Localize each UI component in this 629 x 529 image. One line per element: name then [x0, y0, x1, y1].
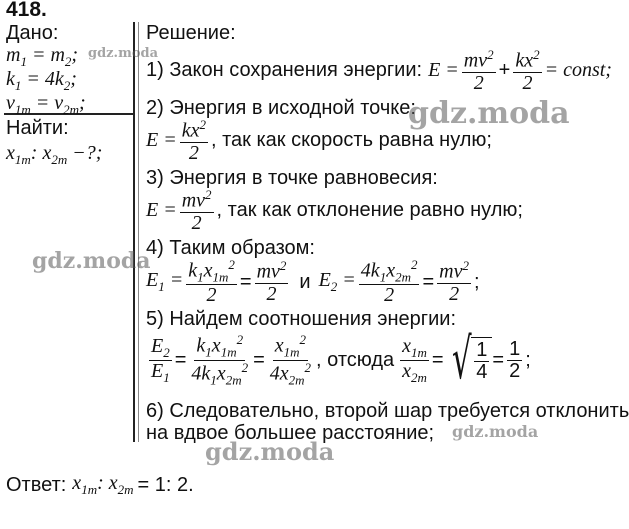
solution-divider-vertical — [138, 22, 139, 442]
watermark-bottom: gdz.moda — [205, 437, 335, 466]
solution-label: Решение: — [146, 22, 236, 44]
watermark-left: gdz.moda — [32, 248, 151, 274]
watermark-small: gdz.moda — [88, 46, 159, 61]
given-divider-vertical — [133, 22, 135, 442]
step4-text: 4) Таким образом: — [146, 237, 315, 259]
step4-and: и — [299, 270, 311, 293]
find-label: Найти: — [6, 117, 69, 139]
step5-hence: , отсюда — [316, 348, 395, 371]
find-expression: $x_{1m}$: $x_{2m}$ −?; — [6, 142, 103, 167]
step6-line2: на вдвое большее расстояние; — [146, 422, 435, 444]
watermark-bottom-right: gdz.moda — [452, 422, 539, 441]
step1-text: 1) Закон сохранения энергии: — [146, 59, 423, 82]
step6-line1: 6) Следовательно, второй шар требуется отклонить — [146, 400, 629, 422]
answer-label: Ответ: — [6, 473, 67, 496]
step2-text: 2) Энергия в исходной точке: — [146, 97, 416, 119]
given-masses: $m_1 = m_2$; — [6, 44, 79, 69]
answer-value: = 1: 2. — [137, 473, 194, 496]
given-stiffness: $k_1 = 4k_2$; — [6, 68, 77, 93]
step3-formula: E = $\frac{mv^2}{2}$ , так как отклонение равно нулю; — [146, 187, 523, 234]
given-velocities: $v_{1m} = v_{2m}$; — [6, 92, 86, 117]
step1-kinetic-fraction: $\frac{mv^2}{2}$ — [463, 47, 494, 94]
step2-note: , так как скорость равна нулю; — [210, 129, 492, 152]
answer-row: Ответ: $x_{1m}$: $x_{2m}$ = 1: 2. — [6, 472, 194, 497]
step3-note: , так как отклонение равно нулю; — [216, 199, 523, 222]
step1-const: = const; — [544, 59, 612, 82]
sqrt-sign: √ $\frac{1}{4}$ — [444, 332, 493, 388]
problem-number: 418. — [6, 0, 47, 21]
step1-row: 1) Закон сохранения энергии: E = $\frac{mv^2}{2}$ + $\frac{kx^2}{2}$ = const; — [146, 47, 612, 94]
step5-formula: $\frac{E_2}{E_1}$ = $\frac{k_1x_{1m}^2}{4k_1x_{2m}^2}$ = $\frac{x_{1m}^2}{4x_{2m}^2}$ , отсюда $\frac{x_{1m}}{x_{2m}}$ = √ $\frac{1}{4}$ = $\frac{1}{2}$ ; — [151, 327, 531, 392]
step3-text: 3) Энергия в точке равновесия: — [146, 167, 438, 189]
step2-formula: E = $\frac{kx^2}{2}$ , так как скорость равна нулю; — [146, 117, 492, 164]
step5-text: 5) Найдем соотношения энергии: — [146, 308, 456, 330]
watermark-large: gdz.moda — [408, 96, 570, 131]
given-label: Дано: — [6, 22, 59, 44]
step1-potential-fraction: $\frac{kx^2}{2}$ — [515, 47, 540, 94]
step4-formula: $E_1$ = $\frac{k_1x_{1m}^2}{2}$ = $\frac{mv^2}{2}$ и $E_2$ = $\frac{4k_1x_{2m}^2}{2}$ = $\frac{mv^2}{2}$ ; — [146, 257, 480, 307]
